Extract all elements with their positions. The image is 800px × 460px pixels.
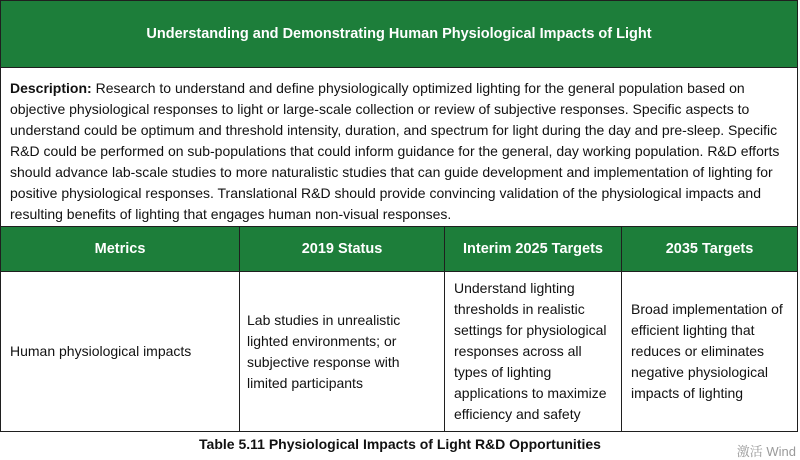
cell-2019-status-text: Lab studies in unrealistic lighted environments; or subjective response with limited participants <box>247 311 401 391</box>
cell-2035-target-text: Broad implementation of efficient lighting that reduces or eliminates negative physiological impacts of lighting <box>631 301 783 401</box>
description-cell <box>1 68 797 227</box>
table-title <box>1 1 797 68</box>
table-row <box>1 272 797 431</box>
table-caption: Table 5.11 Physiological Impacts of Light R&D Opportunities <box>199 436 601 452</box>
cell-metric-text: Human physiological impacts <box>10 343 192 359</box>
cell-2019-status <box>240 272 445 431</box>
column-header-interim-2025: Interim 2025 Targets <box>445 227 622 271</box>
column-header-metrics: Metrics <box>1 227 240 271</box>
cell-interim-2025-text: Understand lighting thresholds in realistic settings for physiological responses across all types of lighting applications to maximize efficiency and safety <box>454 280 607 422</box>
cell-2035-target <box>622 272 797 431</box>
description-text: Research to understand and define physiologically optimized lighting for the general population based on objective physiological responses to light or large-scale collection or review of subjective responses. Specific aspects to understand could be optimum and threshold intensity, duration, and spectrum for light during the day and pre-sleep. Specific R&D could be performed on sub-populations that could inform guidance for the general, day working population. R&D efforts should advance lab-scale studies to more naturalistic studies that can guide development and implementation of lighting for positive physiological responses. Translational R&D should provide convincing validation of the physiological impacts and resulting benefits of lighting that engages human non-visual responses. <box>10 80 780 222</box>
cell-metric <box>1 272 240 431</box>
watermark: 激活 Wind <box>736 444 796 459</box>
table-title-text: Understanding and Demonstrating Human Physiological Impacts of Light <box>146 26 652 42</box>
column-header-2035: 2035 Targets <box>665 241 754 257</box>
column-header-row <box>1 227 797 272</box>
description-label: Description: <box>10 80 92 96</box>
column-header-2019-status: 2019 Status <box>240 227 445 271</box>
cell-interim-2025 <box>445 272 622 431</box>
